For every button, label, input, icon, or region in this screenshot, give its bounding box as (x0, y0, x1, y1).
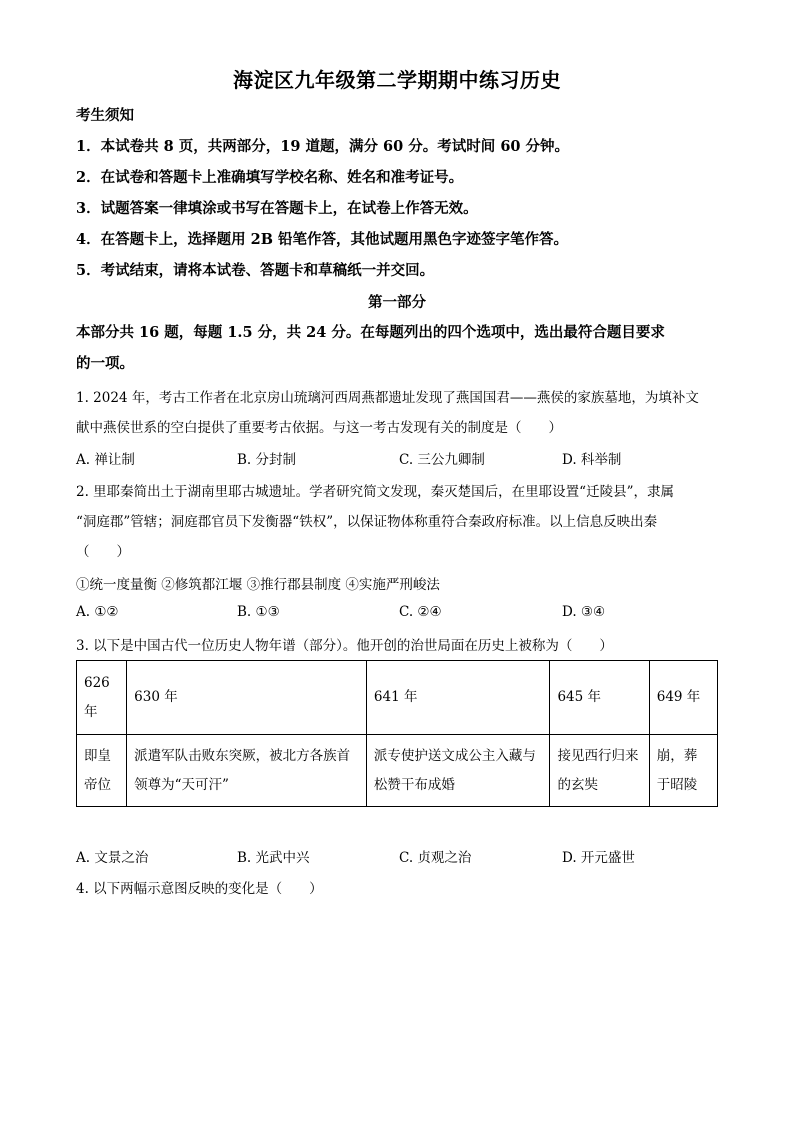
table-cell-event: 派专使护送文成公主入藏与松赞干布成婚 (366, 735, 550, 807)
notice-item-2: 2．在试卷和答题卡上准确填写学校名称、姓名和准考证号。 (76, 169, 464, 186)
question-2-option-b: B. ①③ (237, 604, 280, 620)
question-1-option-a: A. 禅让制 (76, 452, 135, 468)
question-2-line-2: “洞庭郡”管辖；洞庭郡官员下发衡器“铁权”，以保证物体称重符合秦政府标准。以上信息反映出秦 (76, 514, 658, 530)
table-cell-year: 645 年 (550, 661, 649, 735)
question-3-option-a: A. 文景之治 (76, 850, 149, 866)
table-cell-event: 崩，葬于昭陵 (649, 735, 717, 807)
table-cell-year: 649 年 (649, 661, 717, 735)
question-1-line-2: 献中燕侯世系的空白提供了重要考古依据。与这一考古发现有关的制度是（ ） (76, 420, 562, 436)
notice-item-1: 1．本试卷共 8 页，共两部分，19 道题，满分 60 分。考试时间 60 分钟。 (76, 138, 570, 155)
table-cell-year: 626 年 (77, 661, 127, 735)
question-1-option-c: C. 三公九卿制 (399, 452, 485, 468)
question-2-option-d: D. ③④ (562, 604, 606, 620)
part-description-line-1: 本部分共 16 题，每题 1.5 分，共 24 分。在每题列出的四个选项中，选出最符合题目要求 (76, 324, 665, 341)
table-cell-year: 630 年 (127, 661, 367, 735)
table-cell-event: 派遣军队击败东突厥，被北方各族首领尊为“天可汗” (127, 735, 367, 807)
question-3-option-b: B. 光武中兴 (237, 850, 310, 866)
table-row-years (77, 661, 718, 735)
notice-item-4: 4．在答题卡上，选择题用 2B 铅笔作答，其他试题用黑色字迹签字笔作答。 (76, 231, 569, 248)
table-row-events (77, 735, 718, 807)
question-3-line-1: 3. 以下是中国古代一位历史人物年谱（部分）。他开创的治世局面在历史上被称为（ ） (76, 638, 613, 654)
question-1-option-d: D. 科举制 (562, 452, 622, 468)
question-2-choices: ①统一度量衡 ②修筑都江堰 ③推行郡县制度 ④实施严刑峻法 (76, 577, 440, 593)
part-description-line-2: 的一项。 (76, 355, 134, 372)
part-heading: 第一部分 (368, 294, 426, 311)
question-4-line-1: 4. 以下两幅示意图反映的变化是（ ） (76, 881, 323, 897)
question-1-line-1: 1. 2024 年，考古工作者在北京房山琉璃河西周燕都遗址发现了燕国国君——燕侯的家族墓地，为填补文 (76, 390, 699, 406)
table-cell-event: 接见西行归来的玄奘 (550, 735, 649, 807)
table-cell-event: 即皇帝位 (77, 735, 127, 807)
question-3-option-d: D. 开元盛世 (562, 850, 635, 866)
notice-item-5: 5．考试结束，请将本试卷、答题卡和草稿纸一并交回。 (76, 262, 435, 279)
question-2-option-c: C. ②④ (399, 604, 442, 620)
page-title: 海淀区九年级第二学期期中练习历史 (233, 68, 561, 92)
chronology-table (76, 660, 718, 807)
notice-heading: 考生须知 (76, 107, 134, 124)
question-3-option-c: C. 贞观之治 (399, 850, 472, 866)
question-1-option-b: B. 分封制 (237, 452, 297, 468)
question-2-option-a: A. ①② (76, 604, 119, 620)
question-2-line-1: 2. 里耶秦简出土于湖南里耶古城遗址。学者研究简文发现，秦灭楚国后，在里耶设置“迁陵县”，隶属 (76, 484, 674, 500)
question-2-line-3: （ ） (76, 544, 130, 560)
table-cell-year: 641 年 (366, 661, 550, 735)
notice-item-3: 3．试题答案一律填涂或书写在答题卡上，在试卷上作答无效。 (76, 200, 478, 217)
